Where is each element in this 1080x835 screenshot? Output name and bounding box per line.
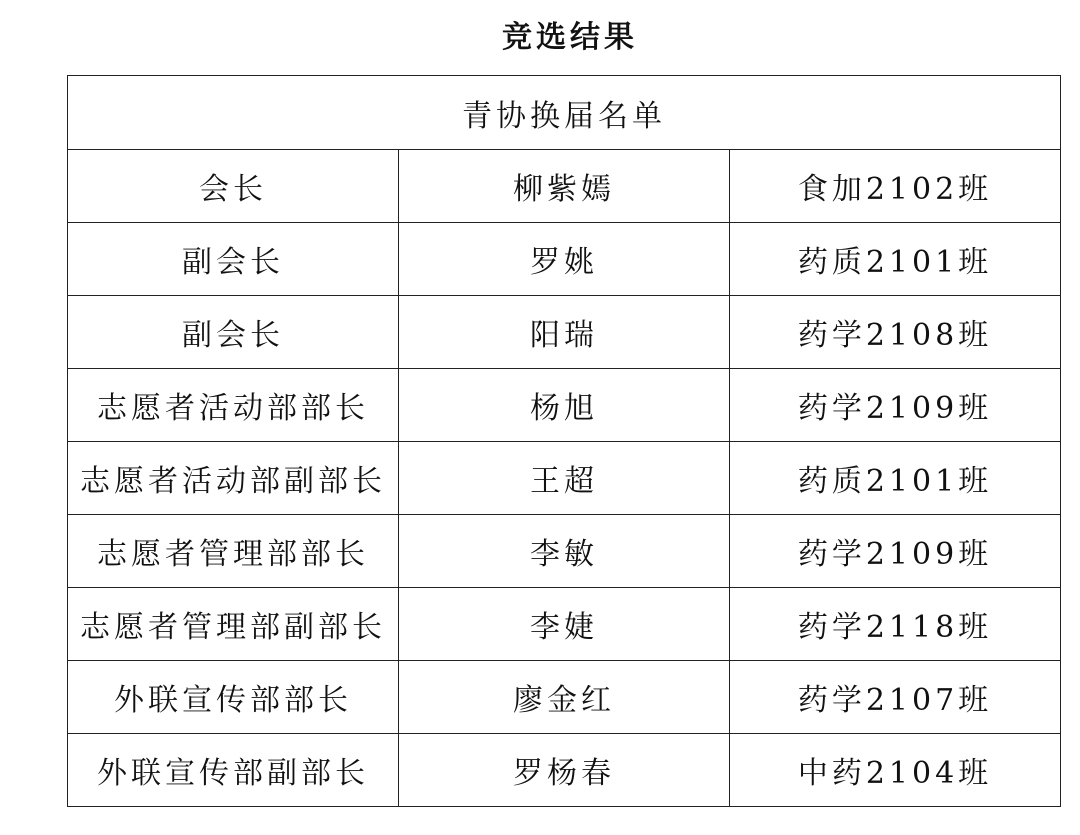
position-cell: 会长 [68,150,399,223]
position-cell: 志愿者管理部副部长 [68,588,399,661]
name-cell: 廖金红 [399,661,730,734]
table-row [68,369,1061,442]
class-cell: 食加2102班 [730,150,1061,223]
position-cell: 志愿者管理部部长 [68,515,399,588]
position-cell: 志愿者活动部副部长 [68,442,399,515]
class-cell: 药学2118班 [730,588,1061,661]
class-cell: 药质2101班 [730,223,1061,296]
table-row [68,223,1061,296]
name-cell: 柳紫嫣 [399,150,730,223]
position-cell: 志愿者活动部部长 [68,369,399,442]
page-title: 竞选结果 [502,20,638,55]
position-cell: 副会长 [68,296,399,369]
class-cell: 药学2108班 [730,296,1061,369]
class-cell: 药质2101班 [730,442,1061,515]
election-results-table [67,75,1061,807]
name-cell: 王超 [399,442,730,515]
table-caption-row [68,76,1061,150]
table-row [68,661,1061,734]
table-row [68,588,1061,661]
table-caption: 青协换届名单 [68,76,1061,150]
name-cell: 罗姚 [399,223,730,296]
name-cell: 罗杨春 [399,734,730,807]
position-cell: 外联宣传部部长 [68,661,399,734]
name-cell: 阳瑞 [399,296,730,369]
table-row [68,150,1061,223]
table-row [68,296,1061,369]
class-cell: 中药2104班 [730,734,1061,807]
name-cell: 杨旭 [399,369,730,442]
class-cell: 药学2109班 [730,369,1061,442]
name-cell: 李婕 [399,588,730,661]
name-cell: 李敏 [399,515,730,588]
table-row [68,515,1061,588]
class-cell: 药学2107班 [730,661,1061,734]
position-cell: 副会长 [68,223,399,296]
table-row [68,442,1061,515]
position-cell: 外联宣传部副部长 [68,734,399,807]
class-cell: 药学2109班 [730,515,1061,588]
table-row [68,734,1061,807]
